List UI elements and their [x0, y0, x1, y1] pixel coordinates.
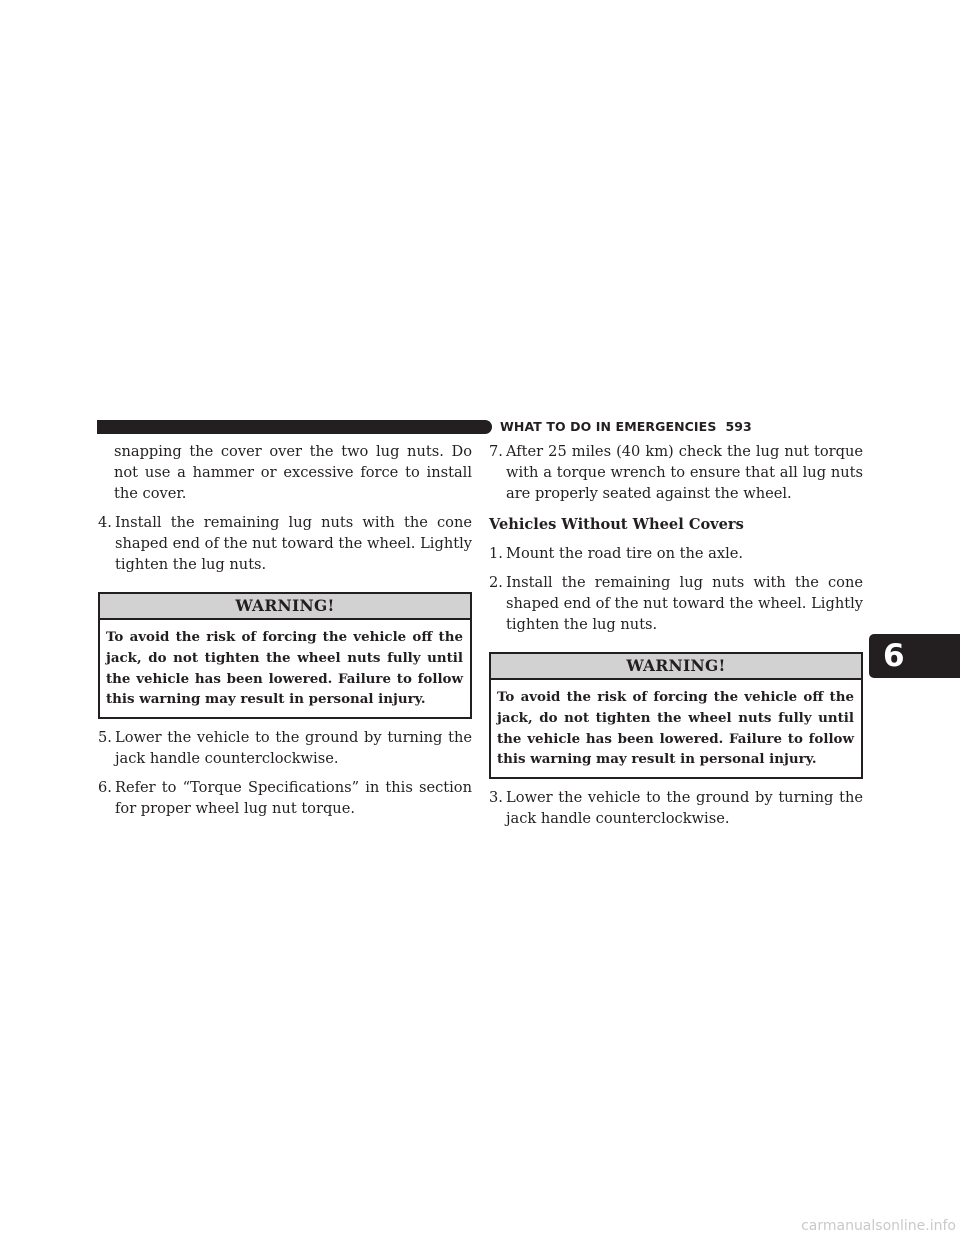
header-rule [97, 420, 492, 434]
section-heading: Vehicles Without Wheel Covers [489, 516, 744, 533]
chapter-tab [869, 634, 960, 678]
continuation-paragraph: snapping the cover over the two lug nuts. Do not use a hammer or excessive force to install the cover. [114, 443, 472, 502]
step-number: 6. [98, 779, 112, 797]
warning-text: To avoid the risk of forcing the vehicle off the jack, do not tighten the wheel nuts fully until the vehicle has been lowered. Failure to follow this warning may result in personal injury. [106, 629, 463, 708]
step-text: Lower the vehicle to the ground by turning the jack handle counterclockwise. [506, 789, 863, 828]
watermark: carmanualsonline.info [801, 1218, 956, 1234]
left-column [98, 441, 472, 819]
chapter-number: 6 [883, 638, 905, 674]
step-number: 7. [489, 443, 503, 460]
step-number: 3. [489, 789, 503, 807]
step-text: Install the remaining lug nuts with the cone shaped end of the nut toward the wheel. Lightly tighten the lug nuts. [115, 514, 472, 573]
step-text: Mount the road tire on the axle. [506, 545, 744, 562]
warning-title: WARNING! [100, 594, 470, 620]
step-number: 1. [489, 545, 503, 562]
right-column [489, 441, 863, 829]
page-number: 593 [725, 419, 752, 434]
step-2 [489, 572, 863, 635]
step-number: 2. [489, 574, 503, 591]
step-text: Lower the vehicle to the ground by turning the jack handle counterclockwise. [115, 729, 472, 768]
step-5 [98, 727, 472, 769]
warning-text: To avoid the risk of forcing the vehicle off the jack, do not tighten the wheel nuts fully until the vehicle has been lowered. Failure to follow this warning may result in personal injury. [497, 689, 854, 768]
warning-box [98, 592, 472, 719]
running-header [500, 418, 864, 436]
step-7 [489, 441, 863, 504]
warning-box [489, 652, 863, 779]
step-number: 4. [98, 514, 112, 531]
section-title: WHAT TO DO IN EMERGENCIES [500, 419, 717, 434]
step-6 [98, 777, 472, 819]
step-text: Install the remaining lug nuts with the cone shaped end of the nut toward the wheel. Lightly tighten the lug nuts. [506, 574, 863, 633]
step-number: 5. [98, 729, 112, 747]
step-4 [98, 512, 472, 575]
step-1 [489, 543, 863, 564]
step-text: After 25 miles (40 km) check the lug nut torque with a torque wrench to ensure that all lug nuts are properly seated against the wheel. [506, 443, 863, 502]
step-3 [489, 787, 863, 829]
warning-title: WARNING! [491, 654, 861, 680]
step-text: Refer to “Torque Specifications” in this section for proper wheel lug nut torque. [115, 779, 472, 818]
